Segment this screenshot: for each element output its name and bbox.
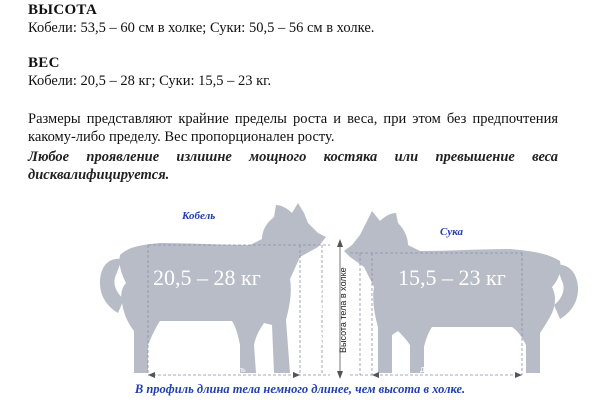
male-weight: 20,5 – 28 кг (153, 265, 261, 290)
female-length-label: Длина тела в профиль (420, 367, 494, 374)
female-height: 50,5 – 56 см (359, 287, 371, 343)
height-heading: ВЫСОТА (28, 2, 98, 18)
male-length-arrow-right (293, 372, 300, 378)
weight-heading: ВЕС (28, 55, 60, 71)
disqualification-warning: Любое проявление излишне мощного костяка или превышение веса дисквалифицируется. (28, 149, 558, 183)
height-axis-arrow-up (337, 239, 343, 247)
size-note: Размеры представляют крайние пределы роста и веса, при этом без предпочтения какому-либо пределу. Вес пропорционален росту. (28, 111, 558, 145)
male-label: Кобель (182, 210, 216, 222)
male-length-label: Длина тела в профиль (172, 367, 246, 374)
female-length-arrow-right (515, 372, 522, 378)
dog-size-figure (0, 195, 600, 385)
height-axis-label: Высота тела в холке (338, 267, 348, 353)
female-label: Сука (440, 226, 464, 238)
female-weight: 15,5 – 23 кг (398, 265, 506, 290)
weight-values: Кобели: 20,5 – 28 кг; Суки: 15,5 – 23 кг. (28, 73, 272, 89)
height-values: Кобели: 53,5 – 60 см в холке; Суки: 50,5 – 56 см в холке. (28, 20, 375, 36)
figure-caption: В профиль длина тела немного длинее, чем высота в холке. (134, 382, 466, 396)
male-length-arrow-left (148, 372, 155, 378)
height-axis-arrow-down (337, 371, 343, 379)
female-length-arrow-left (372, 372, 379, 378)
male-height: 53,5 – 61 см (313, 289, 325, 345)
